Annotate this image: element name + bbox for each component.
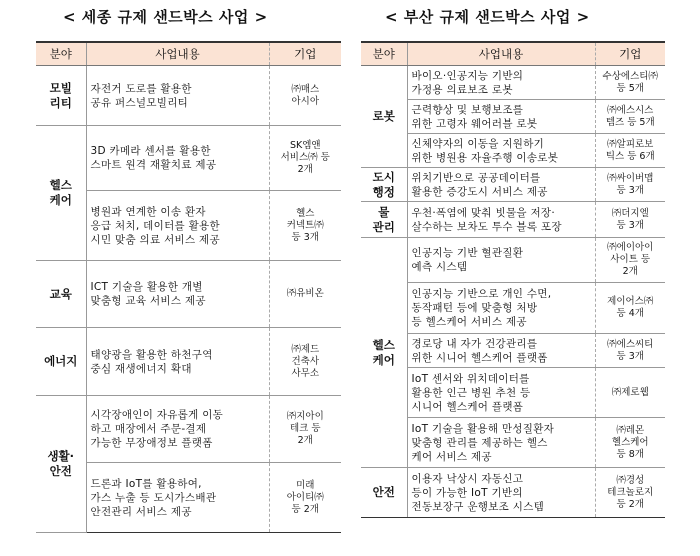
table-row [361, 168, 665, 202]
company-cell: ㈜유비온 [269, 261, 341, 328]
company-cell: ㈜제로웹 [595, 368, 665, 418]
table-row [361, 238, 665, 283]
sejong-table [36, 41, 341, 533]
category-cell: 에너지 [36, 328, 86, 396]
busan-title: < 부산 규제 샌드박스 사업 > [385, 8, 590, 26]
category-cell: 물 관리 [361, 202, 407, 238]
category-cell: 안전 [361, 468, 407, 518]
company-cell: ㈜경성 테크놀로지 등 2개 [595, 468, 665, 518]
company-cell: ㈜싸이버맵 등 3개 [595, 168, 665, 202]
table-row [36, 126, 341, 191]
table-row [361, 134, 665, 168]
content-cell: 시각장애인이 자유롭게 이동 하고 매장에서 주문-결제 가능한 무장애정보 플랫폼 [86, 396, 269, 463]
header-category: 분야 [361, 42, 407, 66]
company-cell: ㈜레몬 헬스케어 등 8개 [595, 418, 665, 468]
header-content: 사업내용 [407, 42, 595, 66]
table-row [361, 100, 665, 134]
content-cell: IoT 기술을 활용해 만성질환자 맞춤형 관리를 제공하는 헬스 케어 서비스 제공 [407, 418, 595, 468]
header-content: 사업내용 [86, 42, 269, 66]
sejong-title: < 세종 규제 샌드박스 사업 > [63, 8, 268, 26]
content-cell: 드론과 IoT를 활용하여, 가스 누출 등 도시가스배관 안전관리 서비스 제공 [86, 463, 269, 533]
content-cell: 이용자 낙상시 자동신고 등이 가능한 IoT 기반의 전동보장구 운행보조 시스템 [407, 468, 595, 518]
table-row [36, 261, 341, 328]
content-cell: 위치기반으로 공공데이터를 활용한 증강도시 서비스 제공 [407, 168, 595, 202]
category-cell: 헬스 케어 [361, 238, 407, 468]
content-cell: IoT 센서와 위치데이터를 활용한 인근 병원 추천 등 시니어 헬스케어 플랫폼 [407, 368, 595, 418]
company-cell: ㈜에이아이 사이트 등 2개 [595, 238, 665, 283]
content-cell: 우천·폭염에 맞춰 빗물을 저장· 살수하는 보차도 투수 블록 포장 [407, 202, 595, 238]
table-row [361, 418, 665, 468]
content-cell: 자전거 도로를 활용한 공유 퍼스널모빌리티 [86, 66, 269, 126]
table-row [361, 468, 665, 518]
table-row [36, 66, 341, 126]
company-cell: ㈜지아이 테크 등 2개 [269, 396, 341, 463]
category-cell: 도시 행정 [361, 168, 407, 202]
table-row [361, 202, 665, 238]
table-row [36, 396, 341, 463]
company-cell: 헬스 커넥트㈜ 등 3개 [269, 191, 341, 261]
company-cell: ㈜제드 건축사 사무소 [269, 328, 341, 396]
table-row [361, 66, 665, 100]
content-cell: 경로당 내 자가 건강관리를 위한 시니어 헬스케어 플랫폼 [407, 334, 595, 368]
category-cell: 생활· 안전 [36, 396, 86, 533]
company-cell: 미래 아이티㈜ 등 2개 [269, 463, 341, 533]
content-cell: 병원과 연계한 이송 환자 응급 처치, 데이터를 활용한 시민 맞춤 의료 서비스 제공 [86, 191, 269, 261]
content-cell: 인공지능 기반 혈관질환 예측 시스템 [407, 238, 595, 283]
table-row [361, 283, 665, 334]
content-cell: 바이오·인공지능 기반의 가정용 의료보조 로봇 [407, 66, 595, 100]
company-cell: 제이어스㈜ 등 4개 [595, 283, 665, 334]
content-cell: 태양광을 활용한 하천구역 중심 재생에너지 확대 [86, 328, 269, 396]
header-company: 기업 [269, 42, 341, 66]
content-cell: 3D 카메라 센서를 활용한 스마트 원격 재활치료 제공 [86, 126, 269, 191]
company-cell: ㈜에스씨티 등 3개 [595, 334, 665, 368]
table-row [361, 334, 665, 368]
company-cell: 수상에스티㈜ 등 5개 [595, 66, 665, 100]
category-cell: 헬스 케어 [36, 126, 86, 261]
company-cell: ㈜매스 아시아 [269, 66, 341, 126]
table-row [361, 368, 665, 418]
company-cell: ㈜더지엘 등 3개 [595, 202, 665, 238]
company-cell: ㈜에스시스 템즈 등 5개 [595, 100, 665, 134]
content-cell: 신체약자의 이동을 지원하기 위한 병원용 자율주행 이송로봇 [407, 134, 595, 168]
header-category: 분야 [36, 42, 86, 66]
category-cell: 로봇 [361, 66, 407, 168]
busan-table [361, 41, 665, 518]
content-cell: ICT 기술을 활용한 개별 맞춤형 교육 서비스 제공 [86, 261, 269, 328]
company-cell: SK엠앤 서비스㈜ 등 2개 [269, 126, 341, 191]
company-cell: ㈜알피로보 틱스 등 6개 [595, 134, 665, 168]
category-cell: 교육 [36, 261, 86, 328]
category-cell: 모빌 리티 [36, 66, 86, 126]
table-row [36, 328, 341, 396]
header-company: 기업 [595, 42, 665, 66]
content-cell: 근력향상 및 보행보조를 위한 고령자 웨어러블 로봇 [407, 100, 595, 134]
content-cell: 인공지능 기반으로 개인 수면, 동작패턴 등에 맞춤형 처방 등 헬스케어 서비스 제공 [407, 283, 595, 334]
